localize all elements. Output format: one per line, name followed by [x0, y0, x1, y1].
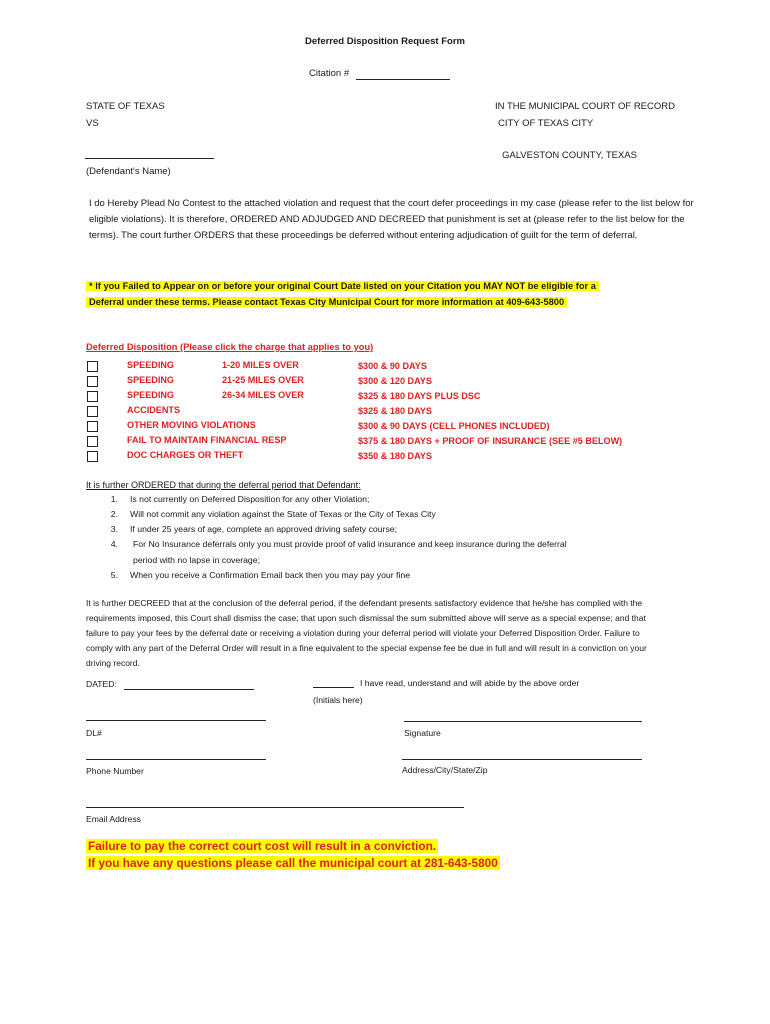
charge-terms: $300 & 90 DAYS	[358, 361, 427, 371]
dl-label: DL#	[86, 728, 102, 738]
email-address-input[interactable]	[86, 795, 464, 808]
condition-number: 4.	[110, 539, 118, 549]
charge-terms: $325 & 180 DAYS PLUS DSC	[358, 391, 481, 401]
phone-label: Phone Number	[86, 766, 144, 776]
fta-warning	[86, 278, 632, 310]
form-title: Deferred Disposition Request Form	[305, 36, 465, 47]
address-input[interactable]	[402, 747, 642, 760]
charge-terms: $375 & 180 DAYS + PROOF OF INSURANCE (SEE #5 BELOW)	[358, 436, 623, 446]
charge-detail: 21-25 MILES OVER	[222, 375, 304, 385]
email-label: Email Address	[86, 814, 141, 824]
charge-name: SPEEDING	[127, 375, 174, 385]
charge-terms: $300 & 90 DAYS (CELL PHONES INCLUDED)	[358, 421, 550, 431]
charge-name: SPEEDING	[127, 390, 174, 400]
court-name: IN THE MUNICIPAL COURT OF RECORD	[495, 101, 675, 112]
initials-label: (Initials here)	[313, 695, 363, 705]
phone-number-input[interactable]	[86, 747, 266, 760]
charge-terms: $350 & 180 DAYS	[358, 451, 432, 461]
defendant-name-input[interactable]	[85, 146, 214, 159]
fta-warning-text: * If you Failed to Appear on or before your original Court Date listed on your Citation you MAY NOT be eligible for a Deferral under these terms. Please contact Texas City Municipal Court for more information at 409-643-5800	[86, 281, 599, 307]
condition-number: 2.	[110, 509, 118, 519]
agree-text: I have read, understand and will abide by the above order	[360, 678, 580, 688]
condition-number: 1.	[110, 494, 118, 504]
charge-name: ACCIDENTS	[127, 405, 181, 415]
charge-detail: 26-34 MILES OVER	[222, 390, 304, 400]
charge-name: OTHER MOVING VIOLATIONS	[127, 420, 256, 430]
signature-input[interactable]	[404, 709, 642, 722]
city-name: CITY OF TEXAS CITY	[498, 118, 594, 129]
address-label: Address/City/State/Zip	[402, 765, 488, 775]
charge-checkbox[interactable]	[87, 421, 98, 432]
charge-checkbox[interactable]	[87, 391, 98, 402]
condition-text: Is not currently on Deferred Disposition for any other Violation;	[130, 494, 370, 504]
signature-label: Signature	[404, 728, 441, 738]
charge-name: FAIL TO MAINTAIN FINANCIAL RESP	[127, 435, 287, 445]
county-name: GALVESTON COUNTY, TEXAS	[502, 150, 637, 161]
condition-number: 3.	[110, 524, 118, 534]
condition-text: period with no lapse in coverage;	[133, 555, 261, 565]
vs-label: VS	[86, 118, 99, 129]
charge-detail: 1-20 MILES OVER	[222, 360, 299, 370]
condition-text: If under 25 years of age, complete an approved driving safety course;	[130, 524, 398, 534]
charge-checkbox[interactable]	[87, 406, 98, 417]
charge-terms: $300 & 120 DAYS	[358, 376, 432, 386]
condition-number: 5.	[110, 570, 118, 580]
dated-input[interactable]	[124, 677, 254, 690]
condition-text: When you receive a Confirmation Email back then you may pay your fine	[130, 570, 411, 580]
deferred-disposition-heading: Deferred Disposition (Please click the charge that applies to you)	[86, 342, 374, 352]
charge-checkbox[interactable]	[87, 436, 98, 447]
citation-label: Citation #	[309, 68, 350, 79]
footer-warning-line2: If you have any questions please call the municipal court at 281-643-5800	[88, 856, 498, 870]
decreed-paragraph: It is further DECREED that at the conclusion of the deferral period, if the defendant presents satisfactory evidence that he/she has complied with the requirements imposed, this Court shall dismiss the case; that upon such dismissal the sum submitted above will serve as a special expense; and that failure to pay your fees by the deferral date or receiving a violation during your deferral period will violate your Deferred Disposition Order. Failure to comply with any part of the Deferral Order will result in a fine equivalent to the special expense fee be due in full and will result in a conviction on your driving record.	[86, 598, 647, 668]
charge-checkbox[interactable]	[87, 376, 98, 387]
ordered-heading: It is further ORDERED that during the deferral period that Defendant:	[86, 480, 361, 490]
citation-number-input[interactable]	[356, 67, 450, 80]
initials-input[interactable]	[313, 675, 354, 688]
charge-name: DOC CHARGES OR THEFT	[127, 450, 244, 460]
footer-warning-line1: Failure to pay the correct court cost will result in a conviction.	[88, 839, 437, 853]
condition-text: Will not commit any violation against the State of Texas or the City of Texas City	[130, 509, 436, 519]
dated-label: DATED:	[86, 679, 117, 689]
footer-warning	[86, 838, 500, 872]
charge-terms: $325 & 180 DAYS	[358, 406, 432, 416]
defendant-name-label: (Defendant's Name)	[86, 166, 171, 177]
charge-checkbox[interactable]	[87, 451, 98, 462]
condition-text: For No Insurance deferrals only you must provide proof of valid insurance and keep insurance during the deferral	[133, 539, 567, 549]
charge-checkbox[interactable]	[87, 361, 98, 372]
dl-number-input[interactable]	[86, 708, 266, 721]
charge-name: SPEEDING	[127, 360, 174, 370]
plea-paragraph: I do Hereby Plead No Contest to the attached violation and request that the court defer proceedings in my case (please refer to the list below for eligible violations). It is therefore, ORDERED AND ADJUDGED AND DECREED that punishment is set at (please refer to the list below for the terms). The court further ORDERS that these proceedings be deferred without entering adjudication of guilt for the term of deferral.	[89, 198, 694, 241]
state-of-texas: STATE OF TEXAS	[86, 101, 165, 112]
